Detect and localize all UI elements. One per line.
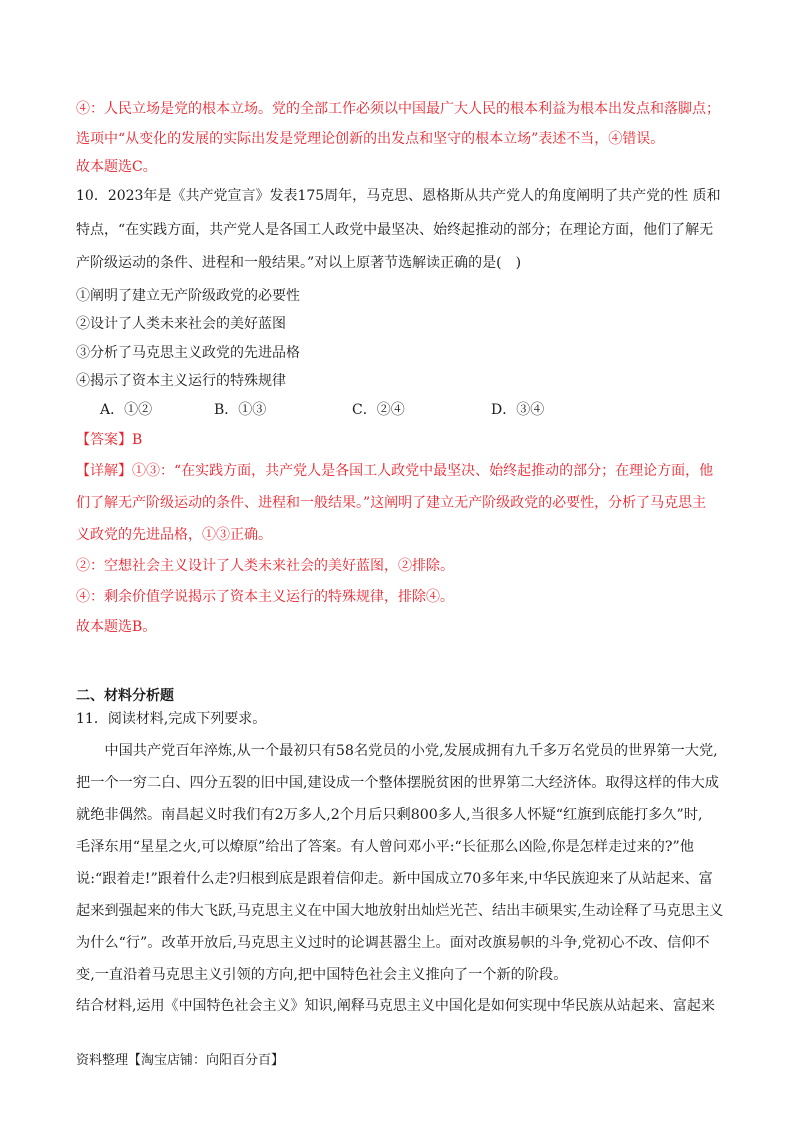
material-line-6: 起来到强起来的伟大飞跃,马克思主义在中国大地放射出灿烂光芒、结出丰硕果实,生动诠释了马克思主义	[76, 903, 724, 919]
q11-intro: 11．阅读材料,完成下列要求。	[76, 711, 267, 727]
q11-requirement: 结合材料,运用《中国特色社会主义》知识,阐释马克思主义中国化是如何实现中华民族从站起来、富起来	[76, 998, 715, 1014]
q10-option-b: B．①③	[214, 402, 267, 418]
material-line-8: 变,一直沿着马克思主义引领的方向,把中国特色社会主义推向了一个新的阶段。	[76, 967, 568, 983]
material-line-2: 把一个一穷二白、四分五裂的旧中国,建设成一个整体摆脱贫困的世界第二大经济体。取得这样的伟大成	[76, 775, 719, 791]
q10-detail-line-4: ②：空想社会主义设计了人类未来社会的美好蓝图，②排除。	[76, 558, 454, 574]
prev-conclusion: 故本题选C。	[76, 159, 157, 175]
material-line-5: 说:“跟着走!”跟着什么走?归根到底是跟着信仰走。新中国成立70多年来,中华民族迎来了从站起来、富	[76, 871, 713, 887]
material-line-3: 就绝非偶然。南昌起义时我们有2万多人,2个月后只剩800多人,当很多人怀疑“红旗到底能打多久”时,	[76, 807, 703, 823]
section-title: 二、材料分析题	[76, 688, 174, 704]
q10-statement-4: ④揭示了资本主义运行的特殊规律	[76, 373, 286, 389]
q10-statement-2: ②设计了人类未来社会的美好蓝图	[76, 316, 286, 332]
q10-detail-line-3: 义政党的先进品格，①③正确。	[76, 527, 272, 543]
q10-detail-line-1: 【详解】①③：“在实践方面，共产党人是各国工人政党中最坚决、始终起推动的部分；在理论方面，他	[76, 463, 714, 479]
q10-detail-line-2: 们了解无产阶级运动的条件、进程和一般结果。”这阐明了建立无产阶级政党的必要性，分析了马克思主	[76, 495, 707, 511]
q10-option-d: D．③④	[491, 402, 545, 418]
q10-stem-line-3: 产阶级运动的条件、进程和一般结果。”对以上原著节选解读正确的是( )	[76, 255, 522, 271]
q10-detail-line-5: ④：剩余价值学说揭示了资本主义运行的特殊规律，排除④。	[76, 589, 454, 605]
prev-explanation-line-1: ④：人民立场是党的根本立场。党的全部工作必须以中国最广大人民的根本利益为根本出发点和落脚点；	[76, 101, 720, 117]
prev-explanation-line-2: 选项中“从变化的发展的实际出发是党理论创新的出发点和坚守的根本立场”表述不当，④错误。	[76, 131, 665, 147]
q10-statement-1: ①阐明了建立无产阶级政党的必要性	[76, 288, 300, 304]
q10-conclusion: 故本题选B。	[76, 619, 157, 635]
material-line-1: 中国共产党百年淬炼,从一个最初只有58名党员的小党,发展成拥有九千多万名党员的世界第一大党,	[76, 743, 718, 759]
q10-answer: 【答案】B	[76, 432, 143, 448]
q10-stem-line-1: 10．2023年是《共产党宣言》发表175周年，马克思、恩格斯从共产党人的角度阐明了共产党的性 质和	[76, 188, 721, 204]
q10-statement-3: ③分析了马克思主义政党的先进品格	[76, 345, 300, 361]
q10-stem-line-2: 特点，“在实践方面，共产党人是各国工人政党中最坚决、始终起推动的部分；在理论方面，他们了解无	[76, 222, 714, 238]
q10-option-c: C．②④	[352, 402, 405, 418]
q10-option-a: A．①②	[100, 402, 153, 418]
footer-source: 资料整理【淘宝店铺：向阳百分百】	[76, 1053, 285, 1068]
material-line-7: 为什么“行”。改革开放后,马克思主义过时的论调甚嚣尘上。面对改旗易帜的斗争,党初心不改、信仰不	[76, 935, 710, 951]
material-line-4: 毛泽东用“星星之火,可以燎原”给出了答案。有人曾问邓小平:“长征那么凶险,你是怎样走过来的?”他	[76, 839, 694, 855]
